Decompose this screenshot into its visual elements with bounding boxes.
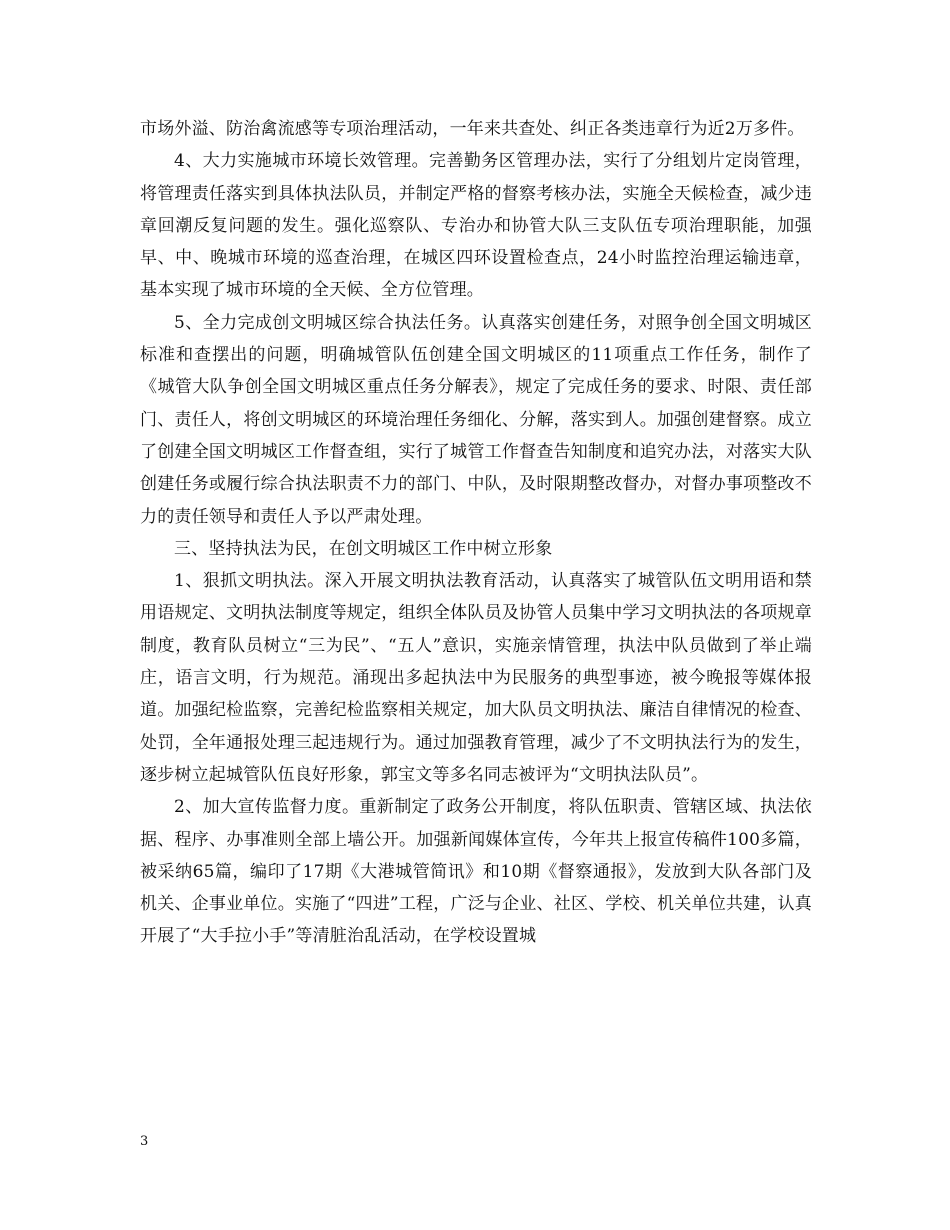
paragraph-1: 市场外溢、防治禽流感等专项治理活动，一年来共查处、纠正各类违章行为近2万多件。 xyxy=(140,119,805,139)
paragraph-3: 5、全力完成创文明城区综合执法任务。认真落实创建任务，对照争创全国文明城区标准和查摆出的问题，明确城管队伍创建全国文明城区的11项重点工作任务，制作了《城管大队争创全国文明城区重点任务分解表》，规定了完成任务的要求、时限、责任部门、责任人，将创文明城区的环境治理任务细化、分解，落实到人。加强创建督察。成立了创建全国文明城区工作督查组，实行了城管工作督查告知制度和追究办法，对落实大队创建任务或履行综合执法职责不力的部门、中队，及时限期整改督办，对督办事项整改不力的责任领导和责任人予以严肃处理。 xyxy=(140,312,812,527)
document-body xyxy=(140,113,812,953)
section-heading: 三、坚持执法为民，在创文明城区工作中树立形象 xyxy=(174,538,553,559)
paragraph-5: 2、加大宣传监督力度。重新制定了政务公开制度，将队伍职责、管辖区域、执法依据、程序、办事准则全部上墙公开。加强新闻媒体宣传，今年共上报宣传稿件100多篇，被采纳65篇，编印了17期《大港城管简讯》和10期《督察通报》，发放到大队各部门及机关、企事业单位。实施了“四进”工程，广泛与企业、社区、学校、机关单位共建，认真开展了“大手拉小手”等清脏治乱活动，在学校设置城 xyxy=(140,797,812,947)
page-number: 3 xyxy=(140,1134,149,1149)
paragraph-2: 4、大力实施城市环境长效管理。完善勤务区管理办法，实行了分组划片定岗管理，将管理责任落实到具体执法队员，并制定严格的督察考核办法，实施全天候检查，减少违章回潮反复问题的发生。强化巡察队、专治办和协管大队三支队伍专项治理职能，加强早、中、晚城市环境的巡查治理，在城区四环设置检查点，24小时监控治理运输违章，基本实现了城市环境的全天候、全方位管理。 xyxy=(140,151,812,301)
paragraph-4: 1、狠抓文明执法。深入开展文明执法教育活动，认真落实了城管队伍文明用语和禁用语规定、文明执法制度等规定，组织全体队员及协管人员集中学习文明执法的各项规章制度，教育队员树立“三为民”、“五人”意识，实施亲情管理，执法中队员做到了举止端庄，语言文明，行为规范。涌现出多起执法中为民服务的典型事迹，被今晚报等媒体报道。加强纪检监察，完善纪检监察相关规定，加大队员文明执法、廉洁自律情况的检查、处罚，全年通报处理三起违规行为。通过加强教育管理，减少了不文明执法行为的发生，逐步树立起城管队伍良好形象，郭宝文等多名同志被评为“文明执法队员”。 xyxy=(140,571,812,785)
